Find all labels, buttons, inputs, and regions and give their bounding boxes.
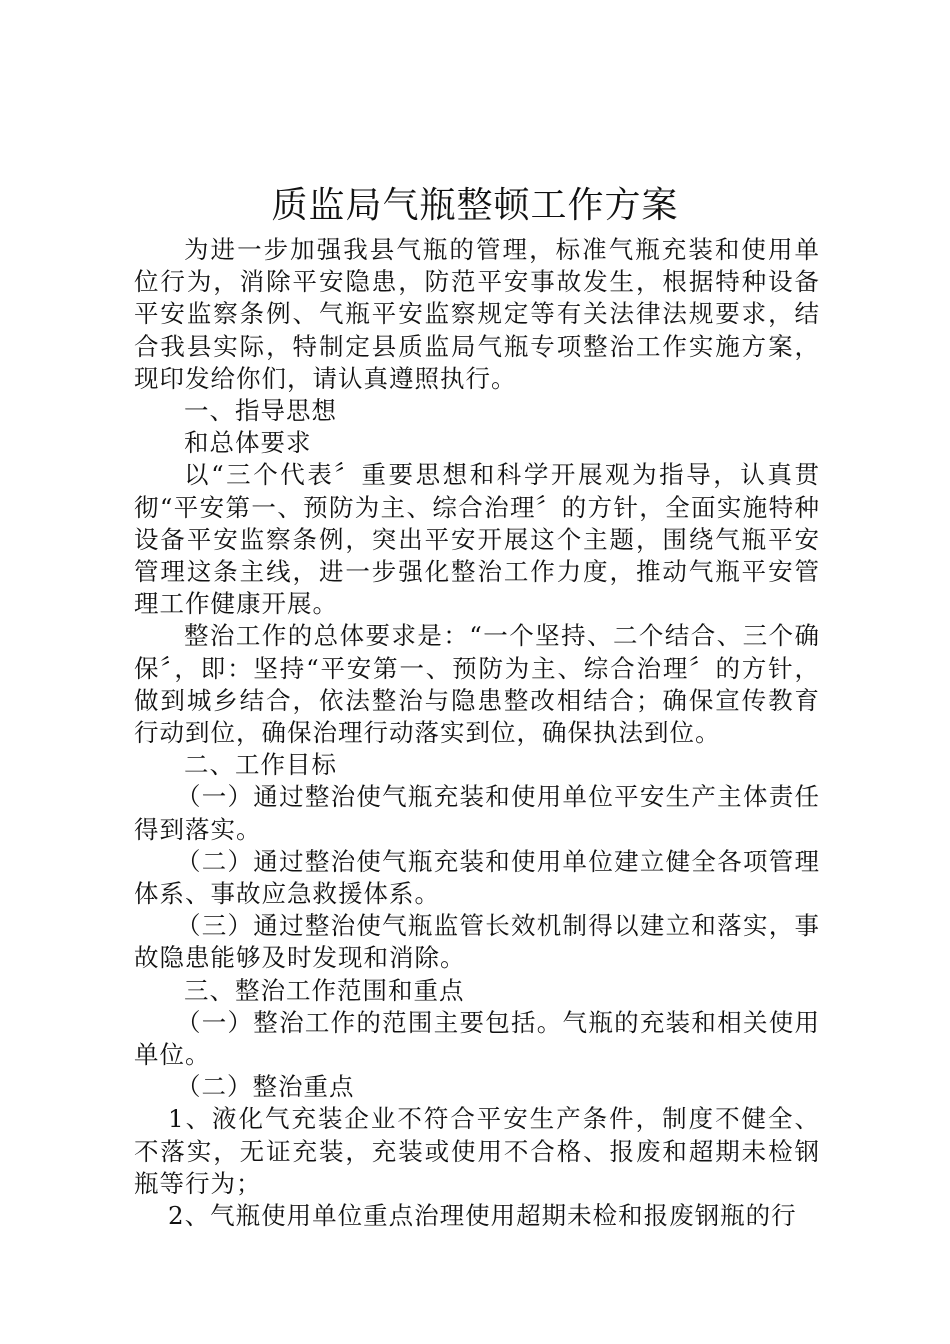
- goal-item-1: （一）通过整治使气瓶充装和使用单位平安生产主体责任得到落实。: [134, 782, 820, 844]
- focus-item-2: 2、气瓶使用单位重点治理使用超期未检和报废钢瓶的行: [168, 1201, 797, 1231]
- scope-item-2: （二）整治重点: [176, 1072, 355, 1102]
- section-heading-2: 二、工作目标: [184, 750, 337, 780]
- guiding-paragraph: 以“三个代表〞重要思想和科学开展观为指导，认真贯彻“平安第一、预防为主、综合治理〞的方针，全面实施特种设备平安监察条例，突出平安开展这个主题，围绕气瓶平安管理这条主线，进一步强化整治工作力度，推动气瓶平安管理工作健康开展。: [134, 460, 820, 619]
- section-heading-3: 三、整治工作范围和重点: [184, 975, 465, 1005]
- focus-item-1: 1、液化气充装企业不符合平安生产条件，制度不健全、不落实，无证充装，充装或使用不合格、报废和超期未检钢瓶等行为；: [134, 1104, 820, 1198]
- document-title: 质监局气瓶整顿工作方案: [271, 185, 679, 226]
- scope-item-1: （一）整治工作的范围主要包括。气瓶的充装和相关使用单位。: [134, 1007, 820, 1070]
- section-heading-1-cont: 和总体要求: [184, 428, 312, 458]
- goal-item-3: （三）通过整治使气瓶监管长效机制得以建立和落实，事故隐患能够及时发现和消除。: [134, 911, 820, 973]
- goal-item-2: （二）通过整治使气瓶充装和使用单位建立健全各项管理体系、事故应急救援体系。: [134, 846, 820, 909]
- intro-paragraph: 为进一步加强我县气瓶的管理，标准气瓶充装和使用单位行为，消除平安隐患，防范平安事故发生，根据特种设备平安监察条例、气瓶平安监察规定等有关法律法规要求，结合我县实际，特制定县质监局气瓶专项整治工作实施方案，现印发给你们，请认真遵照执行。: [134, 235, 820, 393]
- section-heading-1: 一、指导思想: [184, 396, 337, 426]
- document-body: [134, 234, 820, 1232]
- requirements-paragraph: 整治工作的总体要求是：“一个坚持、二个结合、三个确保〞，即：坚持“平安第一、预防为主、综合治理〞的方针，做到城乡结合，依法整治与隐患整改相结合；确保宣传教育行动到位，确保治理行动落实到位，确保执法到位。: [134, 621, 820, 748]
